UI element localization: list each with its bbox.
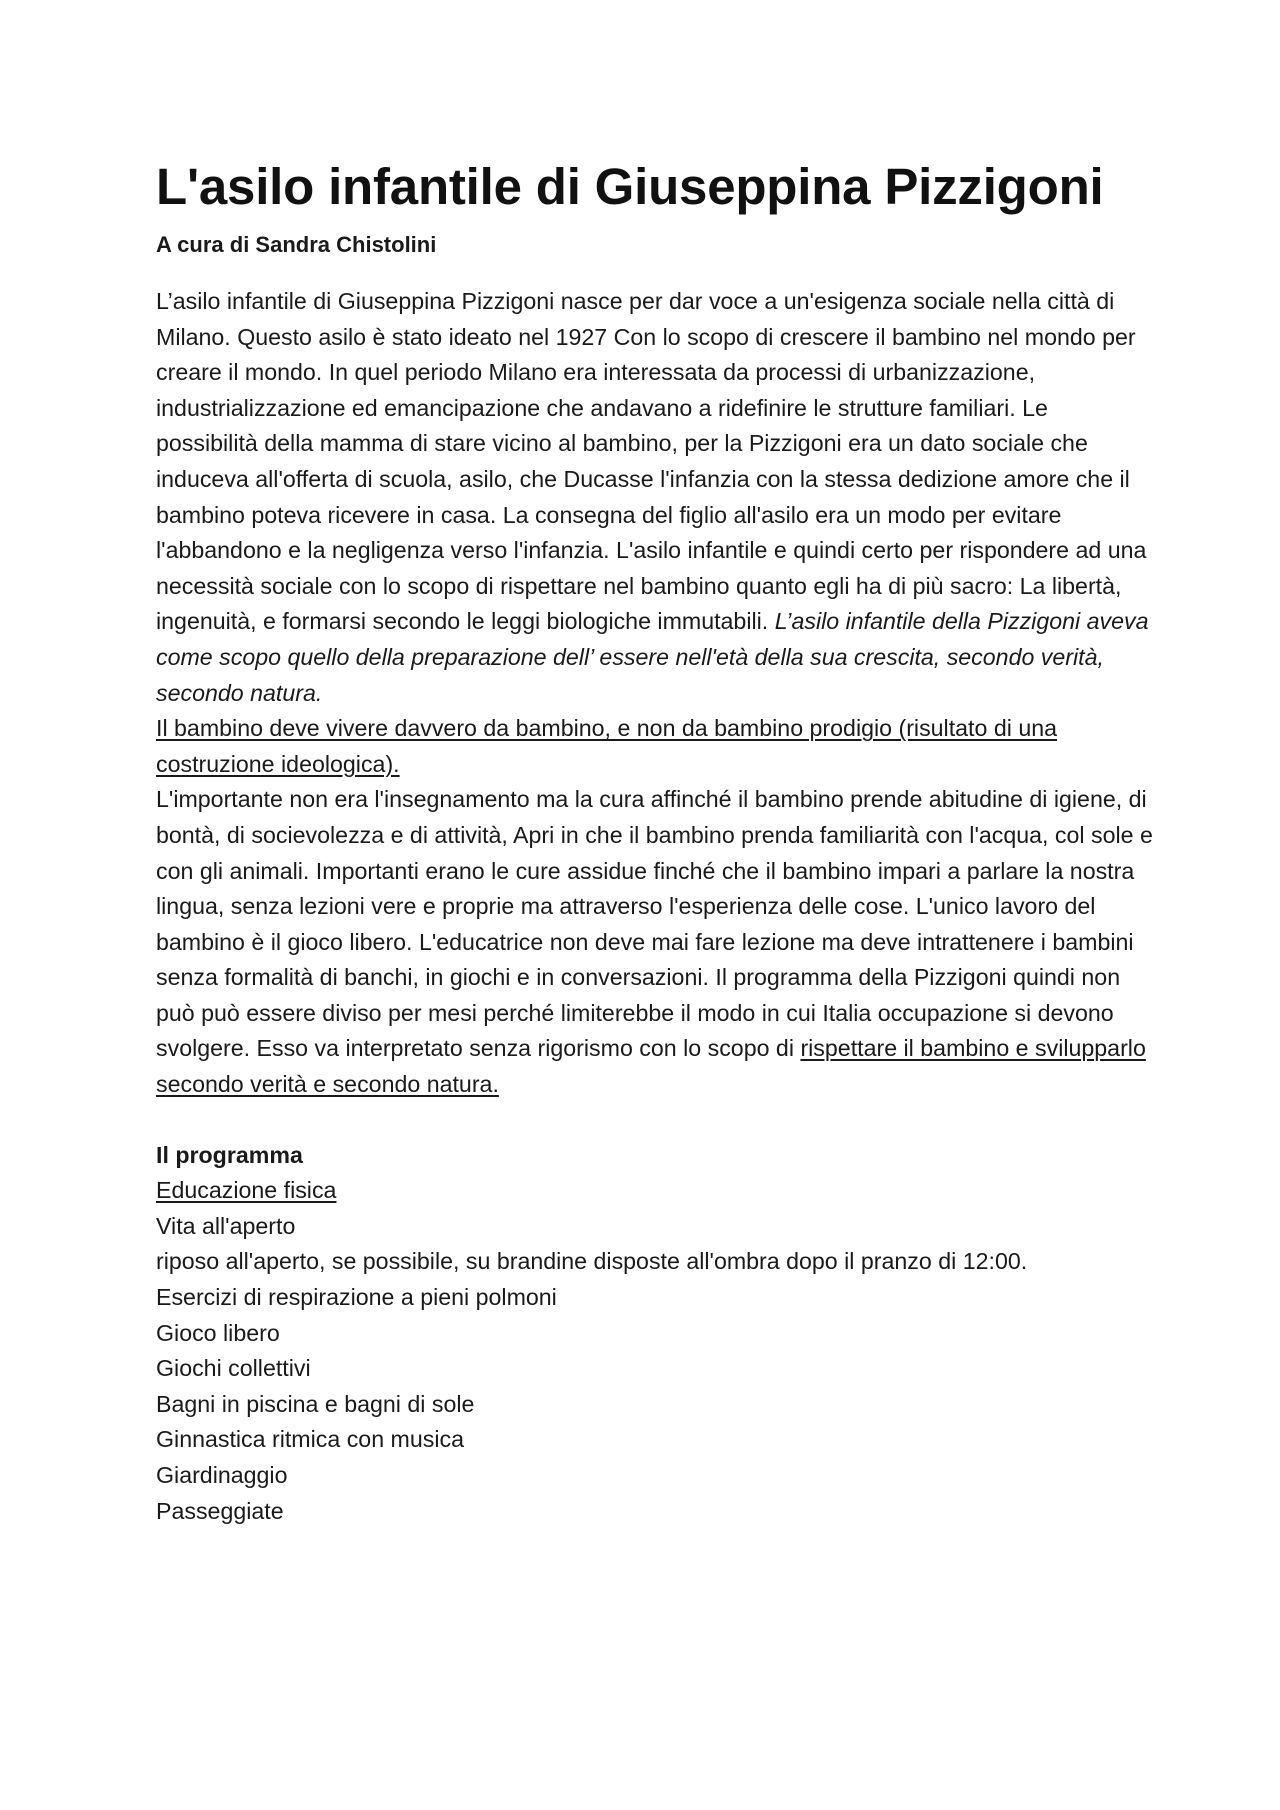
list-item: Ginnastica ritmica con musica — [156, 1426, 464, 1453]
program-list — [156, 1209, 1156, 1529]
body-paragraph — [156, 284, 1156, 1103]
list-item: riposo all'aperto, se possibile, su brandine disposte all'ombra dopo il pranzo di 12:00. — [156, 1248, 1028, 1275]
list-item: Vita all'aperto — [156, 1212, 296, 1239]
closing-underlined-text: rispettare il bambino e svilupparlo secondo verità e secondo natura. — [156, 1035, 1146, 1098]
italic-sentence: L’asilo infantile della Pizzigoni aveva come scopo quello della preparazione dell’ essere nell'età della sua crescita, secondo verità, secondo natura. — [156, 608, 1149, 706]
list-item: Esercizi di respirazione a pieni polmoni — [156, 1284, 557, 1311]
list-item: Gioco libero — [156, 1319, 280, 1346]
program-subheading: Educazione fisica — [156, 1177, 337, 1204]
document-author: A cura di Sandra Chistolini — [156, 232, 437, 257]
program-heading: Il programma — [156, 1141, 303, 1168]
list-item: Giardinaggio — [156, 1462, 288, 1488]
list-item: Bagni in piscina e bagni di sole — [156, 1390, 475, 1417]
document-title: L'asilo infantile di Giuseppina Pizzigoni — [156, 158, 1104, 215]
underlined-sentence: Il bambino deve vivere davvero da bambino, e non da bambino prodigio (risultato di una costruzione ideologica). — [156, 715, 1058, 777]
second-paragraph-text: L'importante non era l'insegnamento ma la cura affinché il bambino prende abitudine di igiene, di bontà, di socievolezza e di attività, Apri in che il bambino prenda familiarità con l'acqua, col sole e con gli animali. Importanti erano le cure assidue finché che il bambino impari a parlare la nostra lingua, senza lezioni vere e proprie ma attraverso l'esperienza delle cose. L'unico lavoro del bambino è il gioco libero. L'educatrice non deve mai fare lezione ma deve intrattenere i bambini senza formalità di banchi, in giochi e in conversazioni. Il programma della Pizzigoni quindi non può può essere diviso per mesi perché limiterebbe il modo in cui Italia occupazione si devono svolgere. Esso va interpretato senza rigorismo con lo scopo di — [156, 786, 1153, 1062]
program-section — [156, 1138, 1156, 1530]
list-item: Giochi collettivi — [156, 1355, 311, 1382]
list-item: Passeggiate — [156, 1497, 284, 1524]
document-page — [156, 158, 1156, 1529]
intro-text: L’asilo infantile di Giuseppina Pizzigoni nasce per dar voce a un'esigenza sociale nella città di Milano. Questo asilo è stato ideato nel 1927 Con lo scopo di crescere il bambino nel mondo per creare il mondo. In quel periodo Milano era interessata da processi di urbanizzazione, industrializzazione ed emancipazione che andavano a ridefinire le strutture familiari. Le possibilità della mamma di stare vicino al bambino, per la Pizzigoni era un dato sociale che induceva all'offerta di scuola, asilo, che Ducasse l'infanzia con la stessa dedizione amore che il bambino poteva ricevere in casa. La consegna del figlio all'asilo era un modo per evitare l'abbandono e la negligenza verso l'infanzia. L'asilo infantile e quindi certo per rispondere ad una necessità sociale con lo scopo di rispettare nel bambino quanto egli ha di più sacro: La libertà, ingenuità, e formarsi secondo le leggi biologiche immutabili. — [156, 288, 1147, 635]
